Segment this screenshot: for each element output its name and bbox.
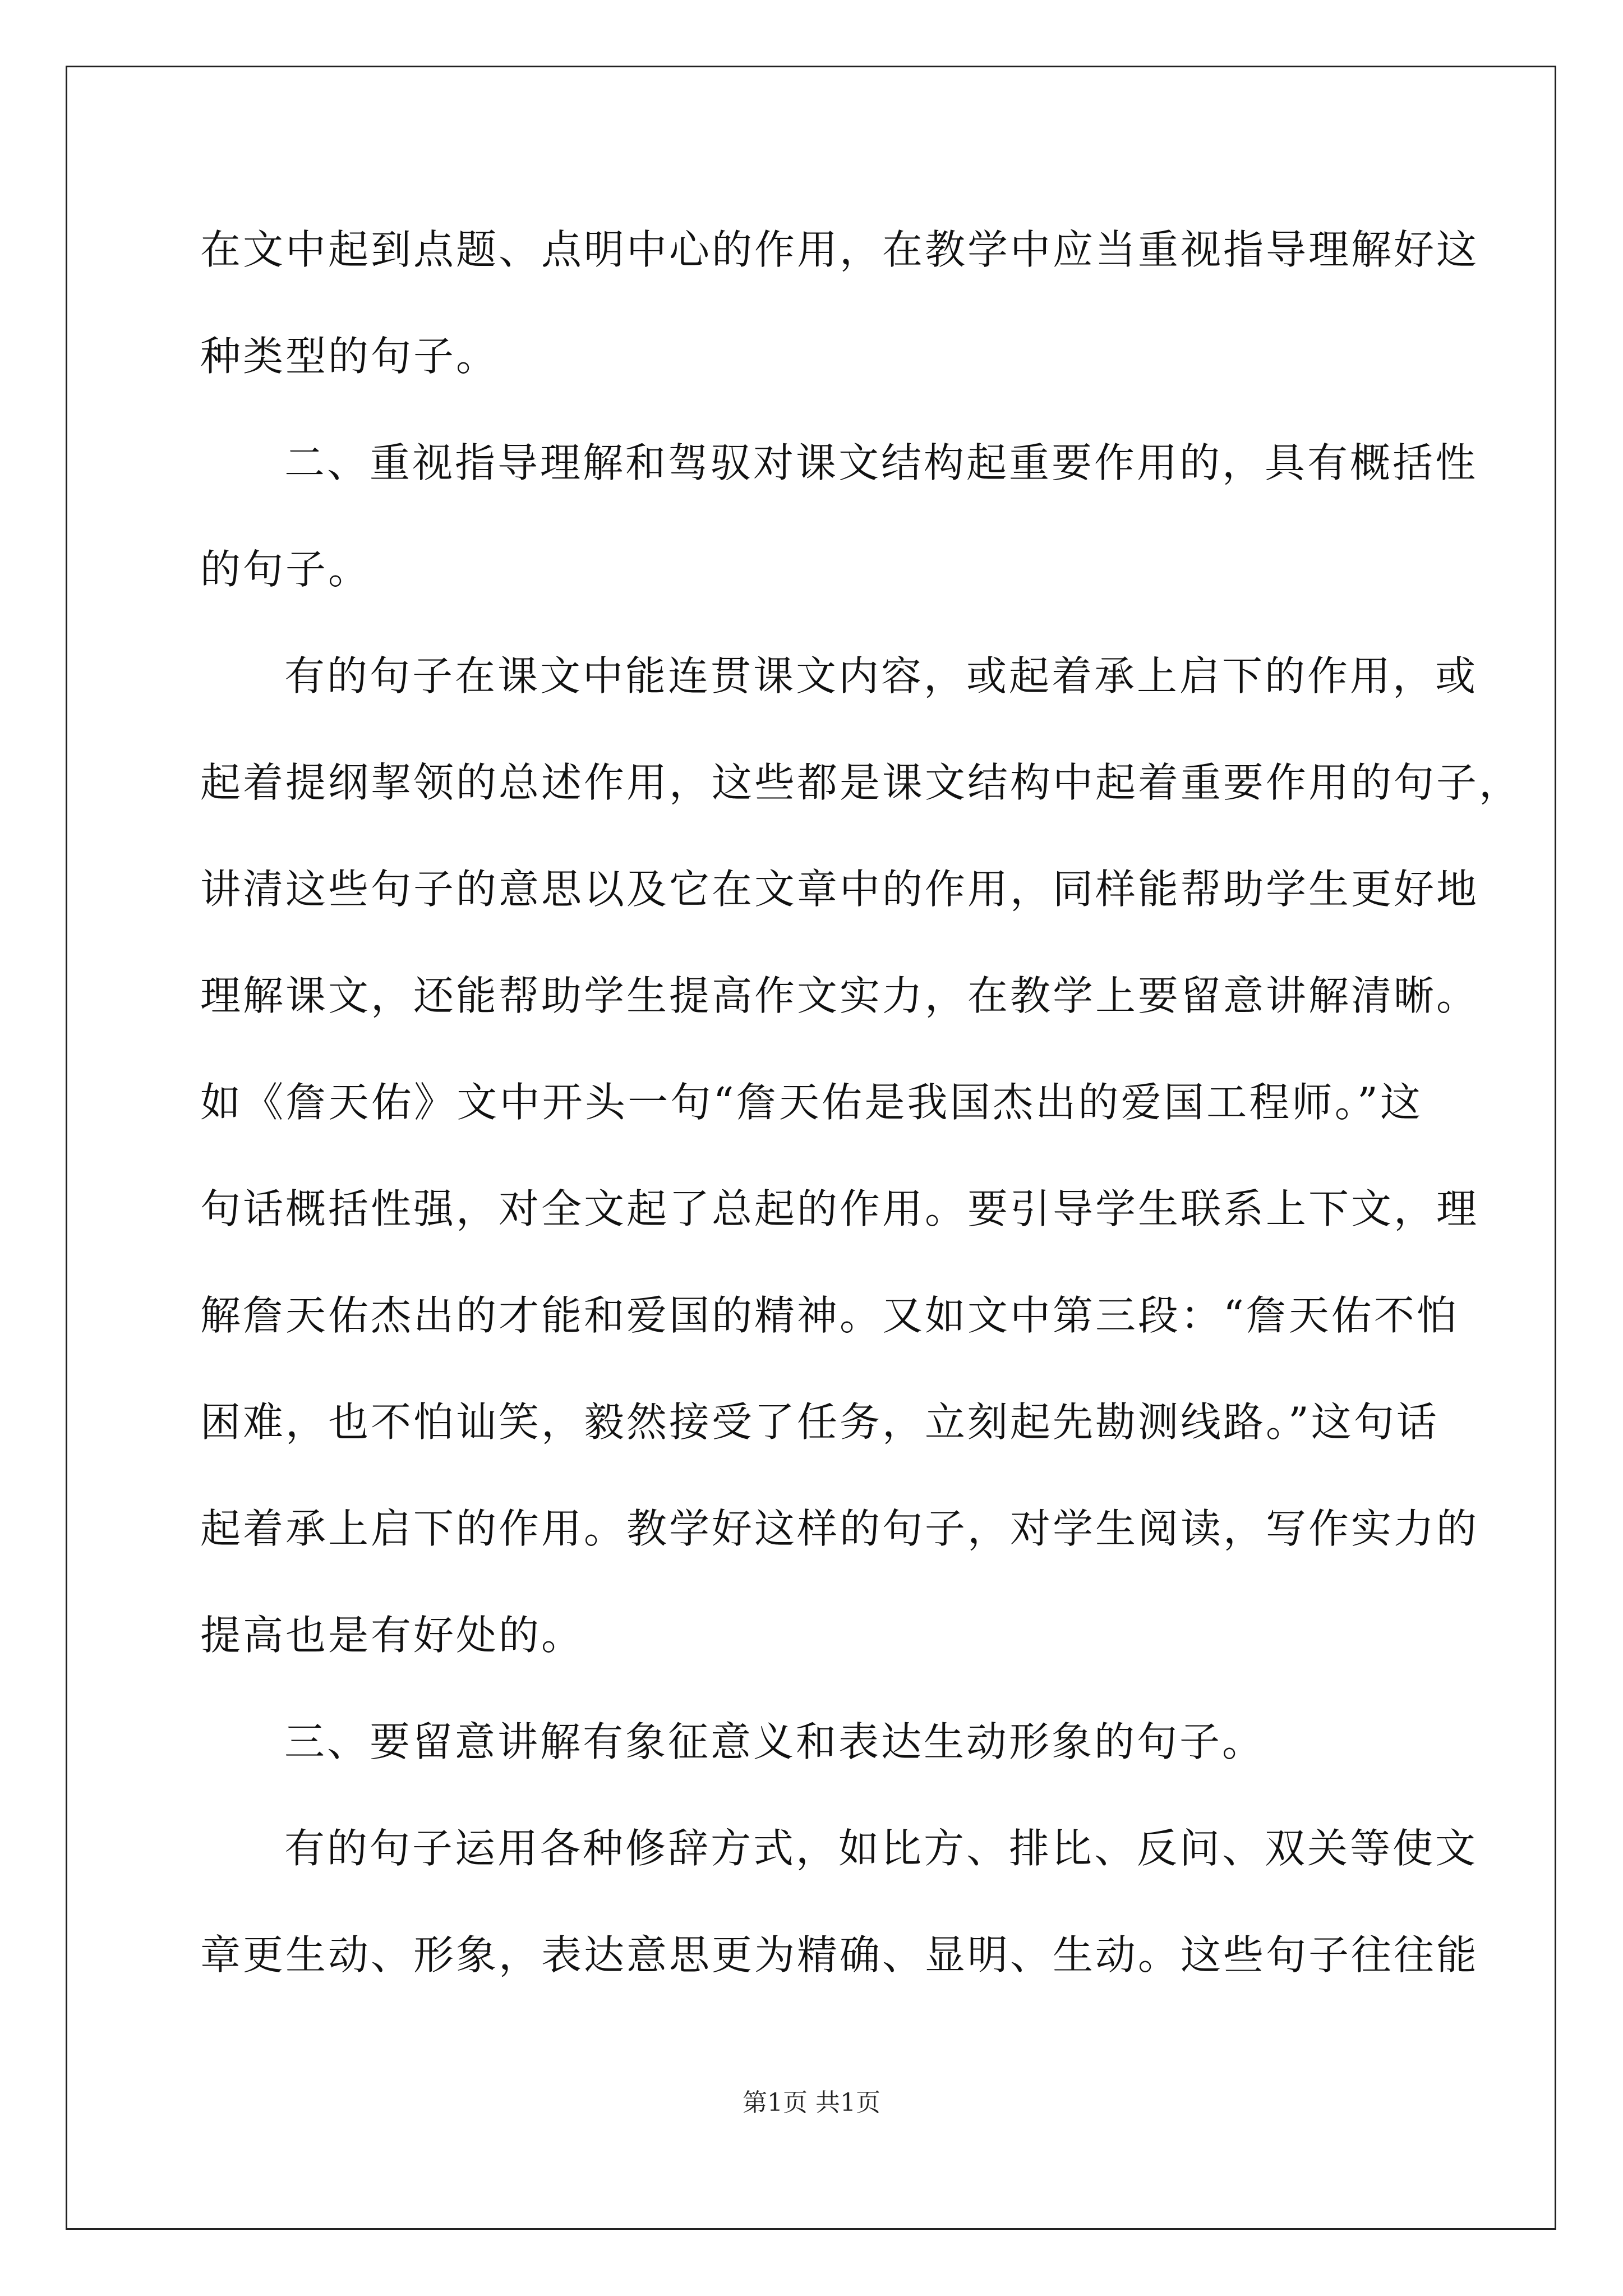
text-line-11: 解詹天佑杰出的才能和爱国的精神。又如文中第三段：“詹天佑不怕 <box>200 1292 1459 1339</box>
text-line-17: 章更生动、形象，表达意思更为精确、显明、生动。这些句子往往能 <box>200 1931 1479 1978</box>
text-line-10: 句话概括性强，对全文起了总起的作用。要引导学生联系上下文，理 <box>200 1185 1479 1232</box>
text-line-14: 提高也是有好处的。 <box>200 1612 584 1659</box>
text-line-9: 如《詹天佑》文中开头一句“詹天佑是我国杰出的爱国工程师。”这 <box>200 1079 1423 1126</box>
page-number-footer: 第1页 共1页 <box>743 2088 880 2117</box>
text-line-16: 有的句子运用各种修辞方式，如比方、排比、反问、双关等使文 <box>284 1825 1478 1872</box>
text-line-5: 有的句子在课文中能连贯课文内容，或起着承上启下的作用，或 <box>284 652 1478 700</box>
text-line-7: 讲清这些句子的意思以及它在文章中的作用，同样能帮助学生更好地 <box>200 866 1479 913</box>
text-line-1: 在文中起到点题、点明中心的作用，在教学中应当重视指导理解好这 <box>200 226 1479 273</box>
text-line-12: 困难，也不怕讪笑，毅然接受了任务，立刻起先勘测线路。”这句话 <box>200 1398 1439 1446</box>
text-line-13: 起着承上启下的作用。教学好这样的句子，对学生阅读，写作实力的 <box>200 1505 1479 1552</box>
text-line-15: 三、要留意讲解有象征意义和表达生动形象的句子。 <box>284 1718 1265 1765</box>
page-border <box>66 66 1556 2230</box>
text-line-2: 种类型的句子。 <box>200 333 499 380</box>
text-line-3: 二、重视指导理解和驾驭对课文结构起重要作用的，具有概括性 <box>284 439 1478 486</box>
text-line-4: 的句子。 <box>200 546 371 593</box>
text-line-8: 理解课文，还能帮助学生提高作文实力，在教学上要留意讲解清晰。 <box>200 972 1479 1019</box>
text-line-6: 起着提纲挈领的总述作用，这些都是课文结构中起着重要作用的句子， <box>200 759 1522 806</box>
